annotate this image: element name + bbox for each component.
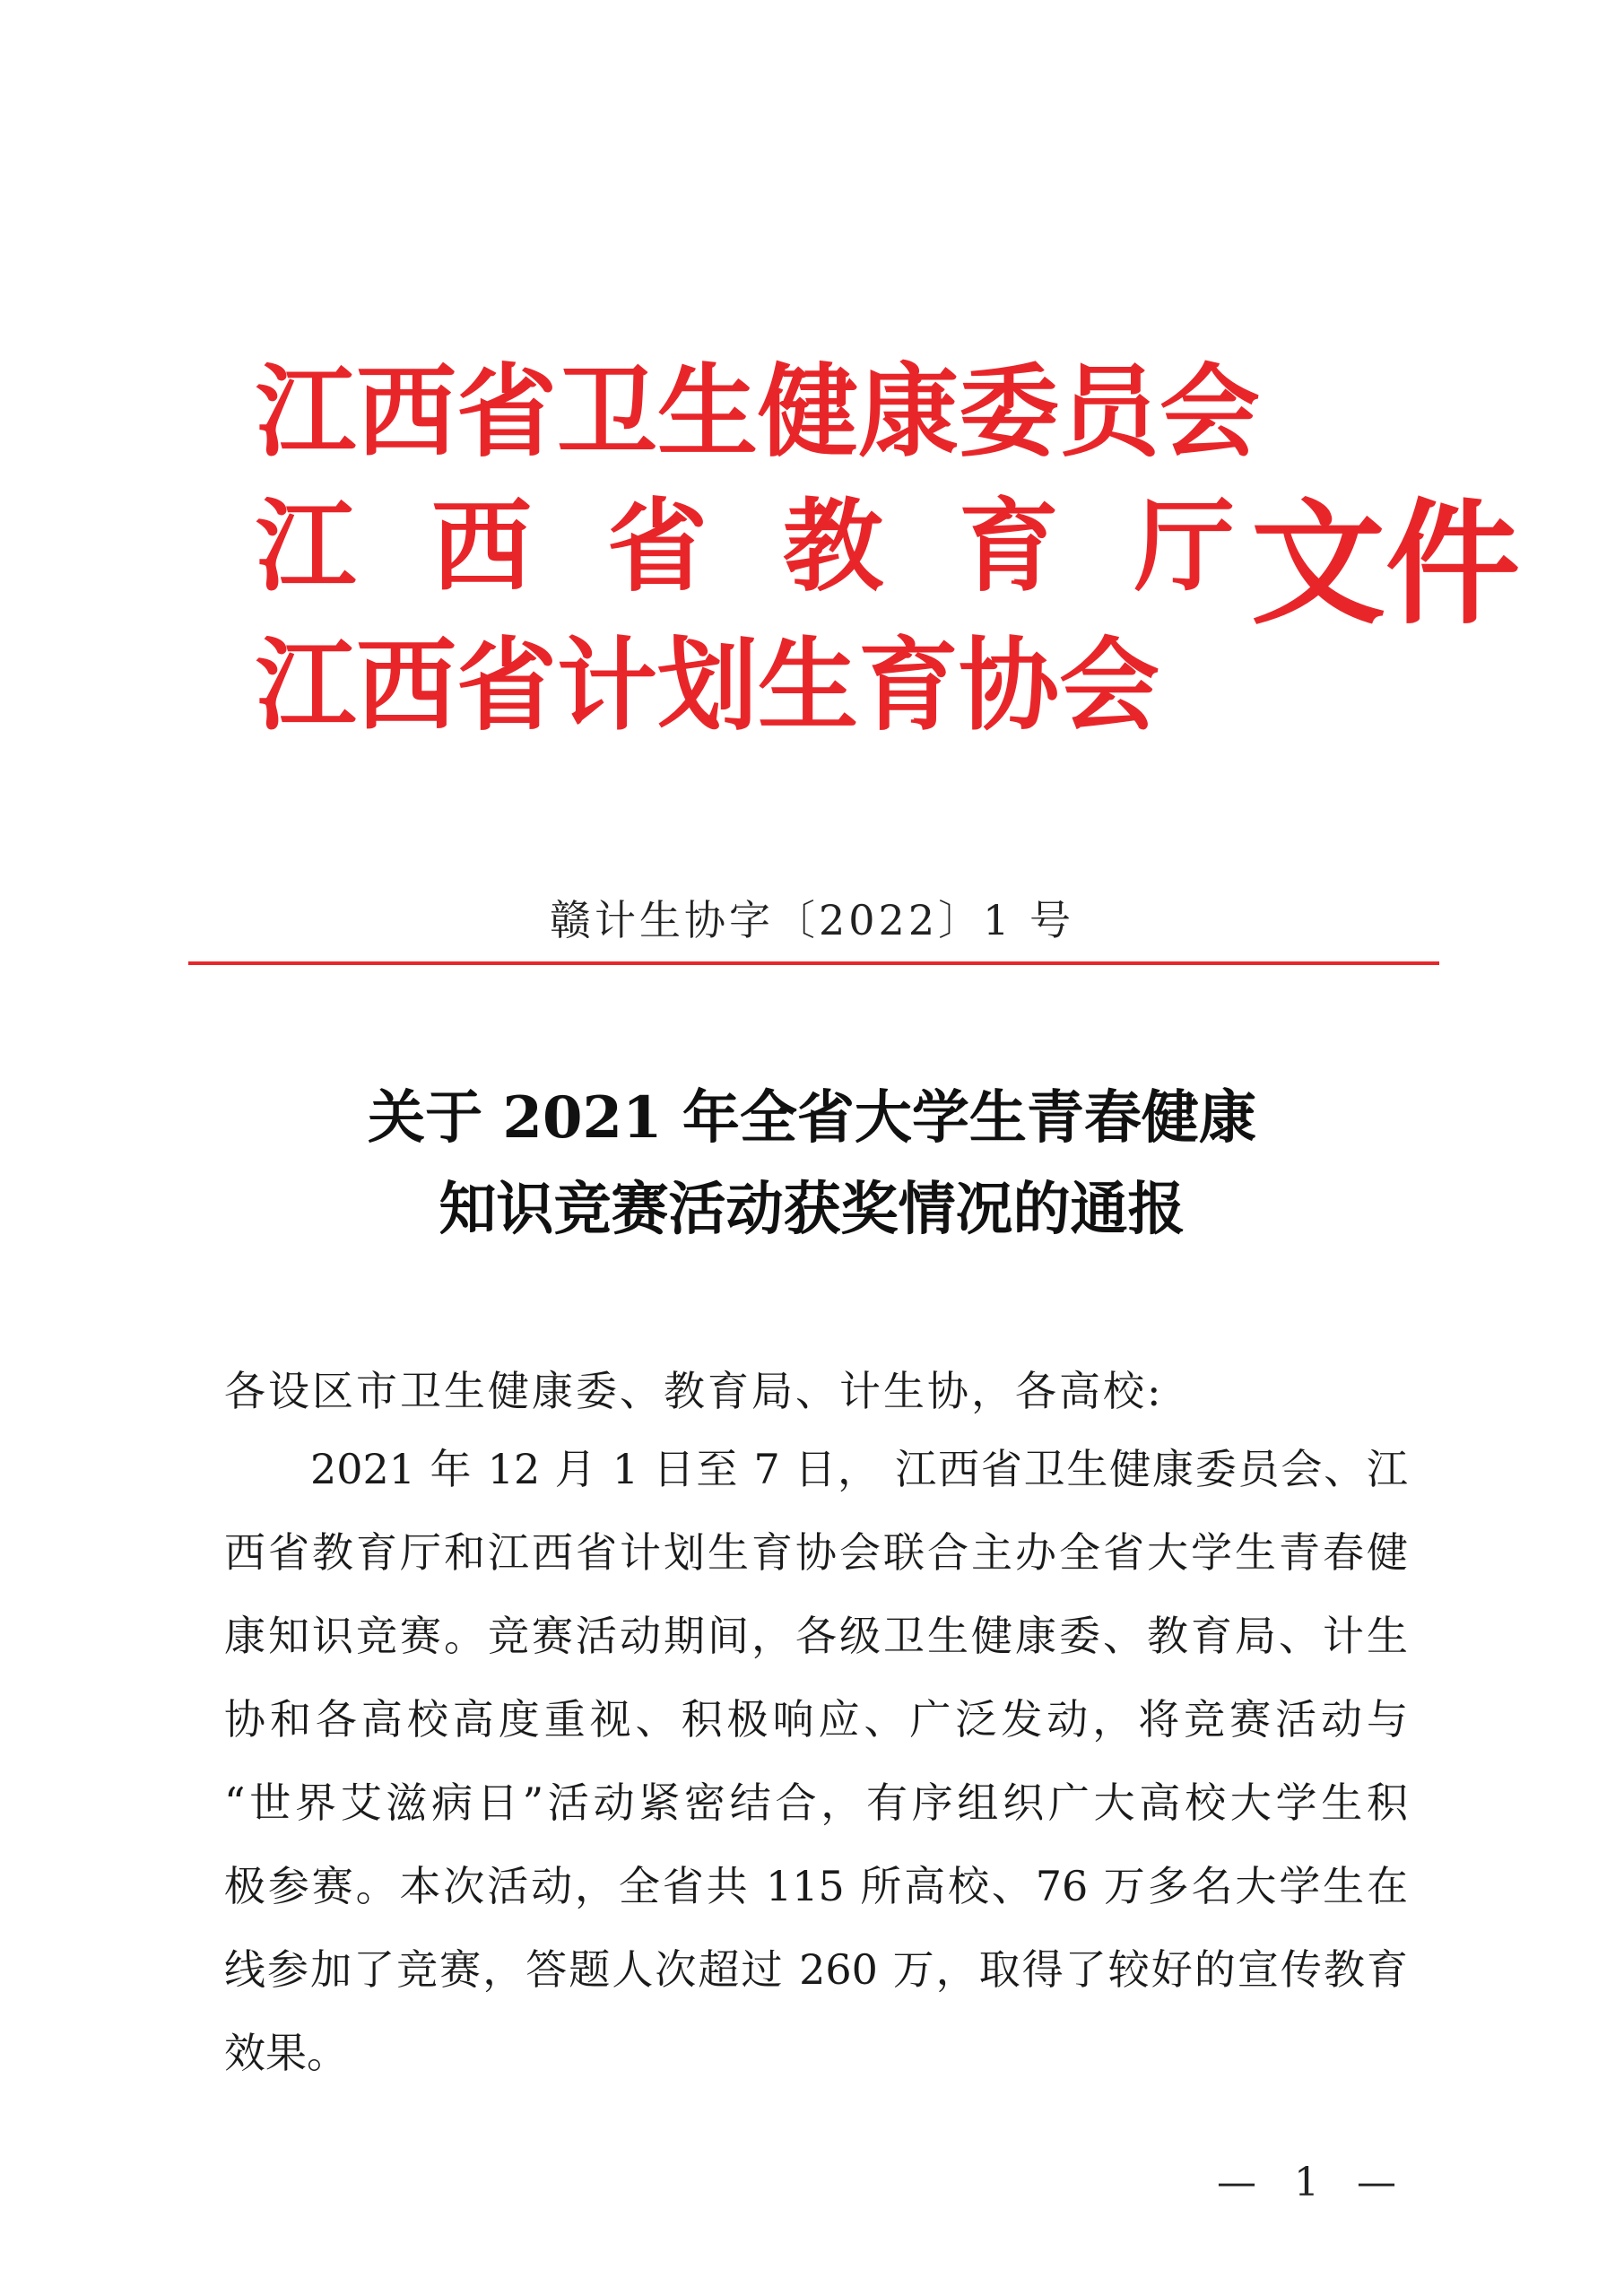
- agency-name-family-planning-association: 江西省计划生育协会: [256, 628, 1159, 744]
- paragraph-line: 西省教育厅和江西省计划生育协会联合主办全省大学生青春健: [224, 1528, 1408, 1577]
- agency-name-education-department: [256, 489, 1235, 605]
- document-number: 赣计生协字〔2022〕1 号: [550, 896, 1074, 944]
- agency-char: 江: [256, 489, 356, 605]
- agency-char: 省: [607, 489, 708, 605]
- paragraph-line: 康知识竞赛。竞赛活动期间，各级卫生健康委、教育局、计生: [224, 1612, 1408, 1660]
- paragraph-line: 线参加了竞赛，答题人次超过 260 万，取得了较好的宣传教育: [224, 1945, 1408, 1994]
- paragraph-line: 效果。: [224, 2029, 348, 2077]
- salutation: 各设区市卫生健康委、教育局、计生协，各高校:: [224, 1367, 1164, 1415]
- document-header: [256, 354, 1521, 749]
- agency-char: 教: [783, 489, 883, 605]
- agency-char: 厅: [1134, 489, 1235, 605]
- paragraph-line: “世界艾滋病日”活动紧密结合，有序组织广大高校大学生积: [224, 1779, 1408, 1827]
- agency-char: 育: [959, 489, 1059, 605]
- body-paragraph: [224, 1442, 1408, 2109]
- document-title-line-1: 关于 2021 年全省大学生青春健康: [368, 1084, 1256, 1152]
- agency-char: 西: [431, 489, 532, 605]
- paragraph-line: 极参赛。本次活动，全省共 115 所高校、76 万多名大学生在: [224, 1862, 1408, 1910]
- paragraph-line: 协和各高校高度重视、积极响应、广泛发动，将竞赛活动与: [224, 1695, 1408, 1744]
- document-title-line-2: 知识竞赛活动获奖情况的通报: [439, 1176, 1185, 1243]
- header-divider: [188, 961, 1439, 965]
- document-suffix: 文件: [1251, 487, 1521, 643]
- agency-name-health-commission: 江西省卫生健康委员会: [256, 354, 1260, 471]
- paragraph-line: 2021 年 12 月 1 日至 7 日， 江西省卫生健康委员会、江: [310, 1445, 1408, 1493]
- page-number: — 1 —: [1217, 2160, 1409, 2205]
